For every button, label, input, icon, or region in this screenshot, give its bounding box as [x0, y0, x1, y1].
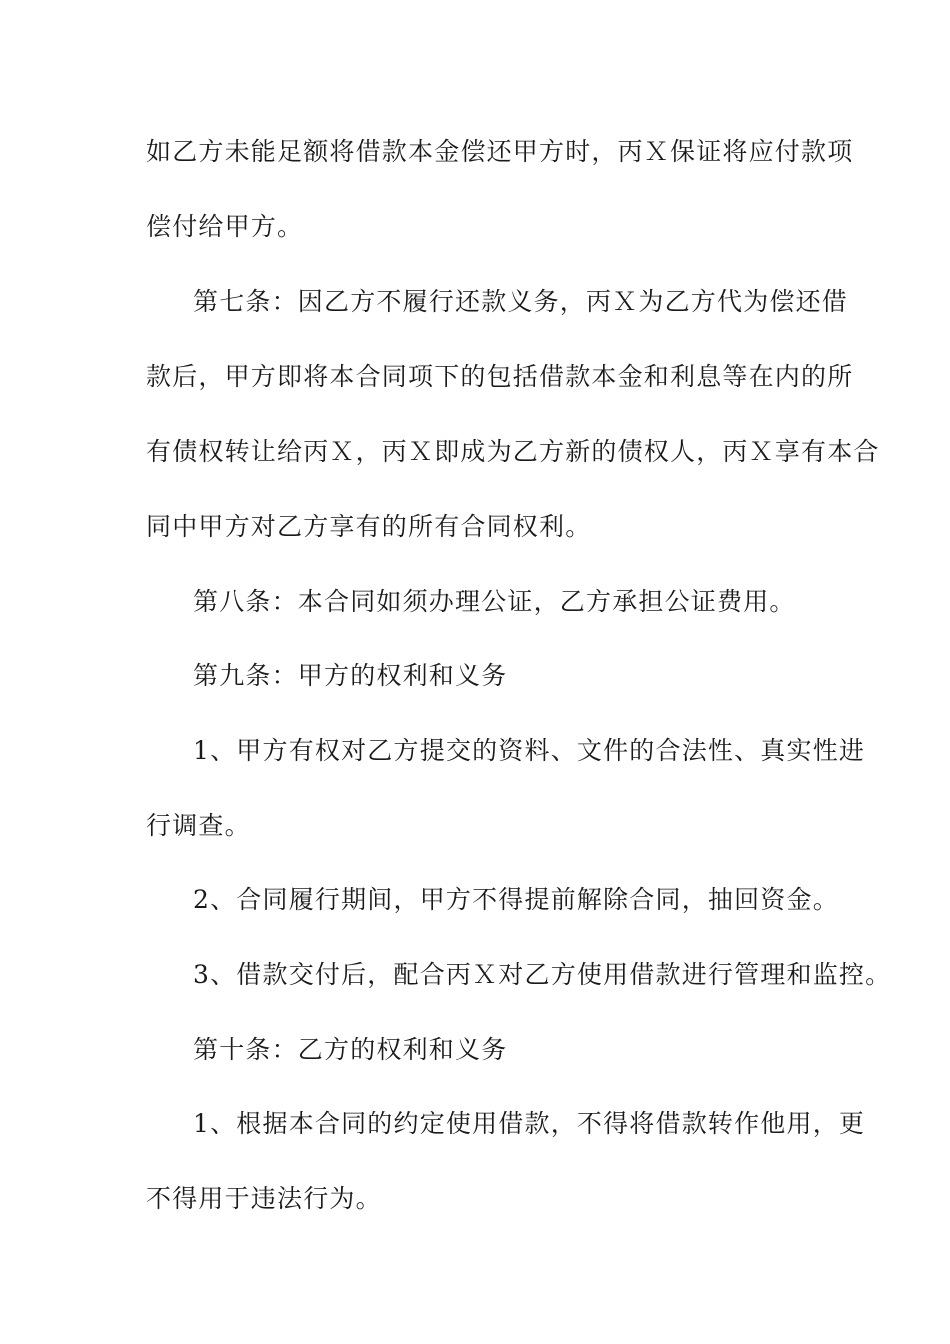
- text-line: 如乙方未能足额将借款本金偿还甲方时，丙Ｘ保证将应付款项: [146, 137, 854, 166]
- text-line: 偿付给甲方。: [146, 212, 304, 241]
- list-item-text: 1、根据本合同的约定使用借款，不得将借款转作他用，更: [193, 1109, 866, 1138]
- list-item-text: 1、甲方有权对乙方提交的资料、文件的合法性、真实性进: [193, 736, 866, 765]
- article-7-heading: 第七条：因乙方不履行还款义务，丙Ｘ为乙方代为偿还借: [193, 287, 849, 316]
- list-item-text: 3、借款交付后，配合丙Ｘ对乙方使用借款进行管理和监控。: [193, 960, 892, 989]
- article-8-heading: 第八条：本合同如须办理公证，乙方承担公证费用。: [193, 587, 796, 616]
- text-line: 不得用于违法行为。: [146, 1184, 382, 1213]
- list-item-text: 2、合同履行期间，甲方不得提前解除合同，抽回资金。: [193, 885, 839, 914]
- text-line: 有债权转让给丙Ｘ，丙Ｘ即成为乙方新的债权人，丙Ｘ享有本合: [146, 437, 880, 466]
- text-line: 款后，甲方即将本合同项下的包括借款本金和利息等在内的所: [146, 362, 854, 391]
- text-line: 行调查。: [146, 811, 251, 840]
- text-line: 同中甲方对乙方享有的所有合同权利。: [146, 512, 592, 541]
- article-10-heading: 第十条：乙方的权利和义务: [193, 1035, 508, 1064]
- article-9-heading: 第九条：甲方的权利和义务: [193, 661, 508, 690]
